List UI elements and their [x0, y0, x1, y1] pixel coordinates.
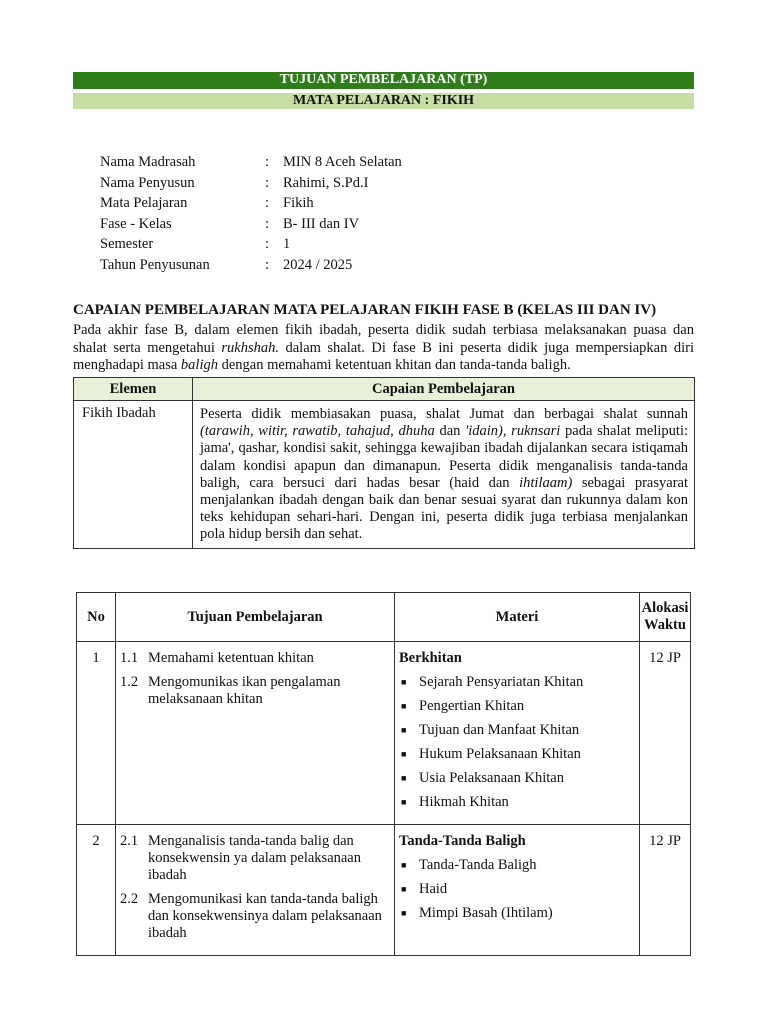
identity-colon: : [265, 256, 270, 273]
column-header-no: No [77, 593, 116, 642]
column-header-capaian: Capaian Pembelajaran [193, 378, 695, 401]
materi-text: Usia Pelaksanaan Khitan [419, 770, 564, 786]
materi-item [399, 746, 635, 763]
italic-term: (tarawih, witir, rawatib, tahajud, dhuha [200, 423, 435, 440]
square-bullet-icon: ■ [401, 773, 407, 783]
materi-cell [395, 642, 640, 825]
identity-row [100, 152, 402, 173]
materi-text: Hikmah Khitan [419, 794, 509, 810]
materi-text: Tanda-Tanda Baligh [419, 857, 537, 873]
identity-row [100, 173, 402, 194]
objectives-cell [116, 642, 395, 825]
column-header-tujuan: Tujuan Pembelajaran [116, 593, 395, 642]
materi-item [399, 881, 635, 898]
identity-colon: : [265, 154, 270, 170]
identity-label: Tahun Penyusunan [100, 256, 210, 273]
italic-term: baligh [180, 357, 218, 373]
identity-value: Rahimi, S.Pd.I [283, 174, 369, 191]
alokasi-header-line: Waktu [644, 617, 686, 633]
subject-banner: MATA PELAJARAN : FIKIH [73, 93, 694, 109]
identity-row [100, 214, 402, 235]
identity-label: Nama Penyusun [100, 174, 195, 191]
objective-item [120, 674, 390, 708]
objective-number: 1.1 [120, 650, 139, 666]
materi-item [399, 674, 635, 691]
objective-text: Mengomunikas ikan pengalaman melaksanaan khitan [148, 674, 341, 707]
materi-item [399, 857, 635, 874]
text-run: dalam shalat. Di fase B ini peserta didik juga mempersiapkan diri [278, 339, 694, 356]
materi-text: Pengertian Khitan [419, 698, 525, 714]
tujuan-table [76, 592, 691, 956]
materi-item [399, 722, 635, 739]
objective-text: Menganalisis tanda-tanda balig dan konsekwensin ya dalam pelaksanaan ibadah [148, 833, 361, 883]
objective-number: 2.2 [120, 891, 139, 907]
text-run: menghadapi masa [73, 357, 181, 373]
column-header-alokasi [640, 593, 691, 642]
objective-number: 2.1 [120, 833, 139, 849]
materi-item [399, 794, 635, 811]
text-run: pada shalat meliputi: jama', qashar, kondisi sakit, sehingga kewajiban ibadah dijalankan secara istiqamah dalam kondisi apapun dan dimanapun. Peserta didik menganalisis tanda-tanda baligh, cara bersuci dari hadas besar (haid dan [200, 423, 688, 491]
identity-value: 2024 / 2025 [283, 256, 353, 273]
identity-value: 1 [283, 236, 291, 253]
objectives-cell [116, 825, 395, 956]
capaian-table [73, 377, 695, 549]
alokasi-header-line: Alokasi [641, 600, 689, 616]
alokasi-cell: 12 JP [640, 642, 691, 825]
alokasi-cell: 12 JP [640, 825, 691, 956]
capaian-cell [193, 401, 695, 549]
objective-item [120, 650, 390, 667]
identity-row [100, 255, 402, 276]
element-cell: Fikih Ibadah [74, 401, 193, 549]
materi-item [399, 905, 635, 922]
square-bullet-icon: ■ [401, 908, 407, 918]
paragraph-line [73, 340, 694, 358]
identity-value: Fikih [283, 195, 314, 212]
square-bullet-icon: ■ [401, 725, 407, 735]
identity-colon: : [265, 215, 270, 232]
document-title: TUJUAN PEMBELAJARAN (TP) [73, 72, 694, 89]
text-run: dengan memahami ketentuan khitan dan tanda-tanda baligh. [217, 357, 571, 373]
column-header-elemen: Elemen [74, 378, 193, 401]
identity-row [100, 193, 402, 214]
text-run: dan [434, 423, 466, 440]
identity-label: Semester [100, 236, 154, 253]
identity-colon: : [265, 236, 270, 253]
materi-title: Berkhitan [399, 650, 462, 666]
table-row [77, 642, 691, 825]
objective-item [120, 891, 390, 942]
materi-cell [395, 825, 640, 956]
paragraph-line: Pada akhir fase B, dalam elemen fikih ibadah, peserta didik sudah terbiasa melaksanakan puasa dan [73, 322, 694, 338]
materi-text: Haid [419, 881, 448, 897]
italic-term: ihtilaam) [519, 474, 573, 491]
identity-row [100, 234, 402, 255]
identity-block [100, 152, 402, 276]
materi-title: Tanda-Tanda Baligh [399, 833, 526, 849]
square-bullet-icon: ■ [401, 677, 407, 687]
italic-term: rukhshah. [221, 339, 279, 356]
materi-item [399, 770, 635, 787]
materi-text: Tujuan dan Manfaat Khitan [419, 722, 580, 738]
materi-text: Hukum Pelaksanaan Khitan [419, 746, 581, 762]
paragraph-line [73, 357, 694, 375]
capaian-paragraph [73, 322, 694, 375]
square-bullet-icon: ■ [401, 860, 407, 870]
identity-value: MIN 8 Aceh Selatan [283, 154, 402, 170]
column-header-materi: Materi [395, 593, 640, 642]
capaian-heading: CAPAIAN PEMBELAJARAN MATA PELAJARAN FIKIH FASE B (KELAS III DAN IV) [73, 302, 657, 318]
identity-label: Mata Pelajaran [100, 195, 188, 212]
materi-text: Mimpi Basah (Ihtilam) [419, 905, 553, 921]
square-bullet-icon: ■ [401, 701, 407, 711]
text-run: Peserta didik membiasakan puasa, shalat Jumat dan berbagai shalat sunnah [200, 406, 688, 422]
identity-label: Fase - Kelas [100, 215, 172, 232]
square-bullet-icon: ■ [401, 797, 407, 807]
identity-colon: : [265, 174, 270, 191]
objective-text: Mengomunikasi kan tanda-tanda baligh dan konsekwensinya dalam pelaksanaan ibadah [148, 891, 382, 941]
materi-item [399, 698, 635, 715]
text-run: shalat serta mengetahui [73, 339, 222, 356]
identity-colon: : [265, 195, 270, 212]
square-bullet-icon: ■ [401, 749, 407, 759]
text-run: sebagai prasyarat menjalankan ibadah dengan baik dan benar sesuai syarat dan rukunnya dalam kon teks kehidupan sehari-hari. Dengan ini, peserta didik juga terbiasa menjalankan pola hidup bersih dan sehat. [200, 474, 688, 543]
italic-term: 'idain), ruknsari [465, 423, 561, 440]
objective-item [120, 833, 390, 884]
objective-text: Memahami ketentuan khitan [148, 650, 314, 666]
materi-text: Sejarah Pensyariatan Khitan [419, 674, 584, 690]
table-row [77, 825, 691, 956]
row-number: 1 [77, 642, 116, 825]
row-number: 2 [77, 825, 116, 956]
square-bullet-icon: ■ [401, 884, 407, 894]
objective-number: 1.2 [120, 674, 139, 690]
table-row [74, 401, 695, 549]
identity-label: Nama Madrasah [100, 154, 196, 170]
identity-value: B- III dan IV [283, 215, 360, 232]
